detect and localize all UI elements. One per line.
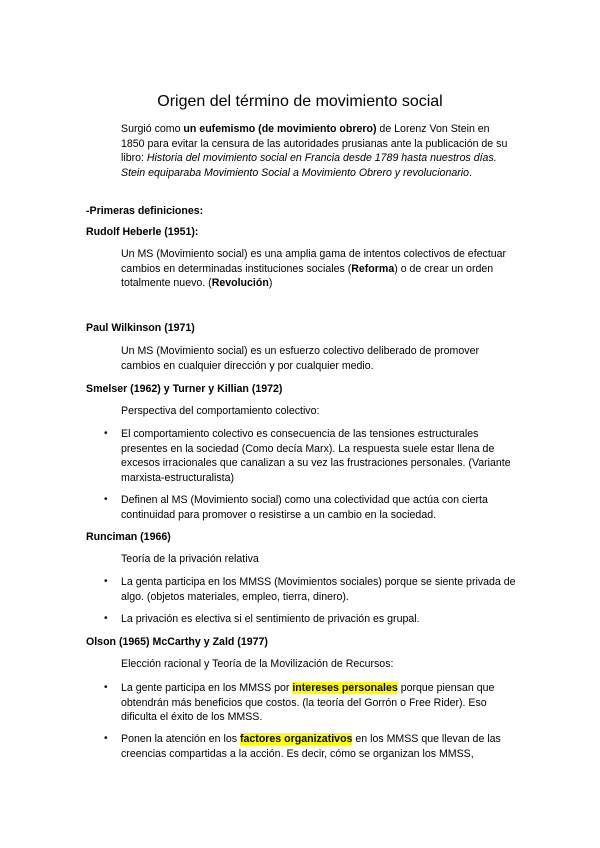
smelser-bullet-2: Definen al MS (Movimiento social) como una colectividad que actúa con cierta continuidad para promover o resistirse a un cambio en la sociedad. (121, 494, 488, 521)
heberle-text-2: ) o de crear un orden totalmente nuevo. ( (121, 262, 494, 290)
runciman-bullet-2: La privación es electiva si el sentimiento de privación es grupal. (121, 613, 420, 625)
heading-runciman: Runciman (1966) (86, 531, 171, 543)
smelser-subtitle: Perspectiva del comportamiento colectivo: (121, 405, 320, 417)
olson-bullet-2-text-2: en los MMSS que llevan de las creencias compartidas a la acción. Es decir, cómo se organizan los MMSS, (121, 733, 501, 760)
runciman-subtitle: Teoría de la privación relativa (121, 553, 259, 565)
bullet-marker: • (104, 428, 108, 439)
intro-text-2: de Lorenz Von Stein en 1850 para evitar la censura de las autoridades prusianas ante la publicación de su libro: (121, 123, 508, 165)
section-heading-primeras: -Primeras definiciones: (86, 205, 204, 217)
highlight-intereses-personales: intereses personales (292, 682, 398, 694)
smelser-bullet-1: El comportamiento colectivo es consecuencia de las tensiones estructurales presentes en la sociedad (Como decía Marx). La respuesta suele estar llena de excesos irracionales que canalizan a su vez las frustraciones personales. (Variante marxista-estructuralista) (121, 428, 511, 484)
olson-bullet-1-text-2: porque piensan que obtendrán más beneficios que costos. (la teoría del Gorrón o Free Rider). Eso dificulta el éxito de los MMSS. (121, 682, 495, 724)
olson-bullet-2 (121, 732, 516, 761)
intro-paragraph (121, 122, 516, 180)
runciman-bullet-1: La genta participa en los MMSS (Movimientos sociales) porque se siente privada de algo. (objetos materiales, empleo, tierra, dinero). (121, 576, 516, 603)
intro-text-1: Surgió como (121, 123, 184, 135)
heading-olson: Olson (1965) McCarthy y Zald (1977) (86, 636, 268, 648)
heberle-definition (121, 247, 516, 291)
bullet-marker: • (104, 613, 108, 624)
page-title: Origen del término de movimiento social (157, 93, 443, 110)
olson-bullet-1-text-1: La gente participa en los MMSS por (121, 682, 293, 694)
heading-wilkinson: Paul Wilkinson (1971) (86, 322, 195, 334)
heading-heberle: Rudolf Heberle (1951): (86, 226, 199, 238)
heberle-text-3: ) (268, 277, 273, 290)
highlight-factores-organizativos: factores organizativos (239, 733, 353, 745)
bullet-marker: • (104, 733, 108, 744)
heberle-revolucion: Revolución (211, 277, 269, 290)
intro-bold: un eufemismo (de movimiento obrero) (183, 123, 377, 135)
bullet-marker: • (104, 682, 108, 693)
olson-bullet-1 (121, 681, 516, 725)
olson-subtitle: Elección racional y Teoría de la Movilización de Recursos: (121, 658, 394, 670)
heberle-reforma: Reforma (351, 262, 395, 275)
bullet-marker: • (104, 576, 108, 587)
olson-bullet-2-text-1: Ponen la atención en los (121, 733, 240, 745)
bullet-marker: • (104, 494, 108, 505)
wilkinson-definition: Un MS (Movimiento social) es un esfuerzo colectivo deliberado de promover cambios en cualquier dirección y por cualquier medio. (121, 345, 479, 372)
intro-book-title: Historia del movimiento social en Francia desde 1789 hasta nuestros días. Stein equiparaba Movimiento Social a Movimiento Obrero y revolucionario (121, 152, 497, 179)
intro-text-3: . (469, 166, 472, 179)
heberle-text-1: Un MS (Movimiento social) es una amplia gama de intentos colectivos de efectuar cambios en determinadas instituciones sociales ( (121, 248, 507, 275)
heading-smelser: Smelser (1962) y Turner y Killian (1972) (86, 383, 283, 395)
